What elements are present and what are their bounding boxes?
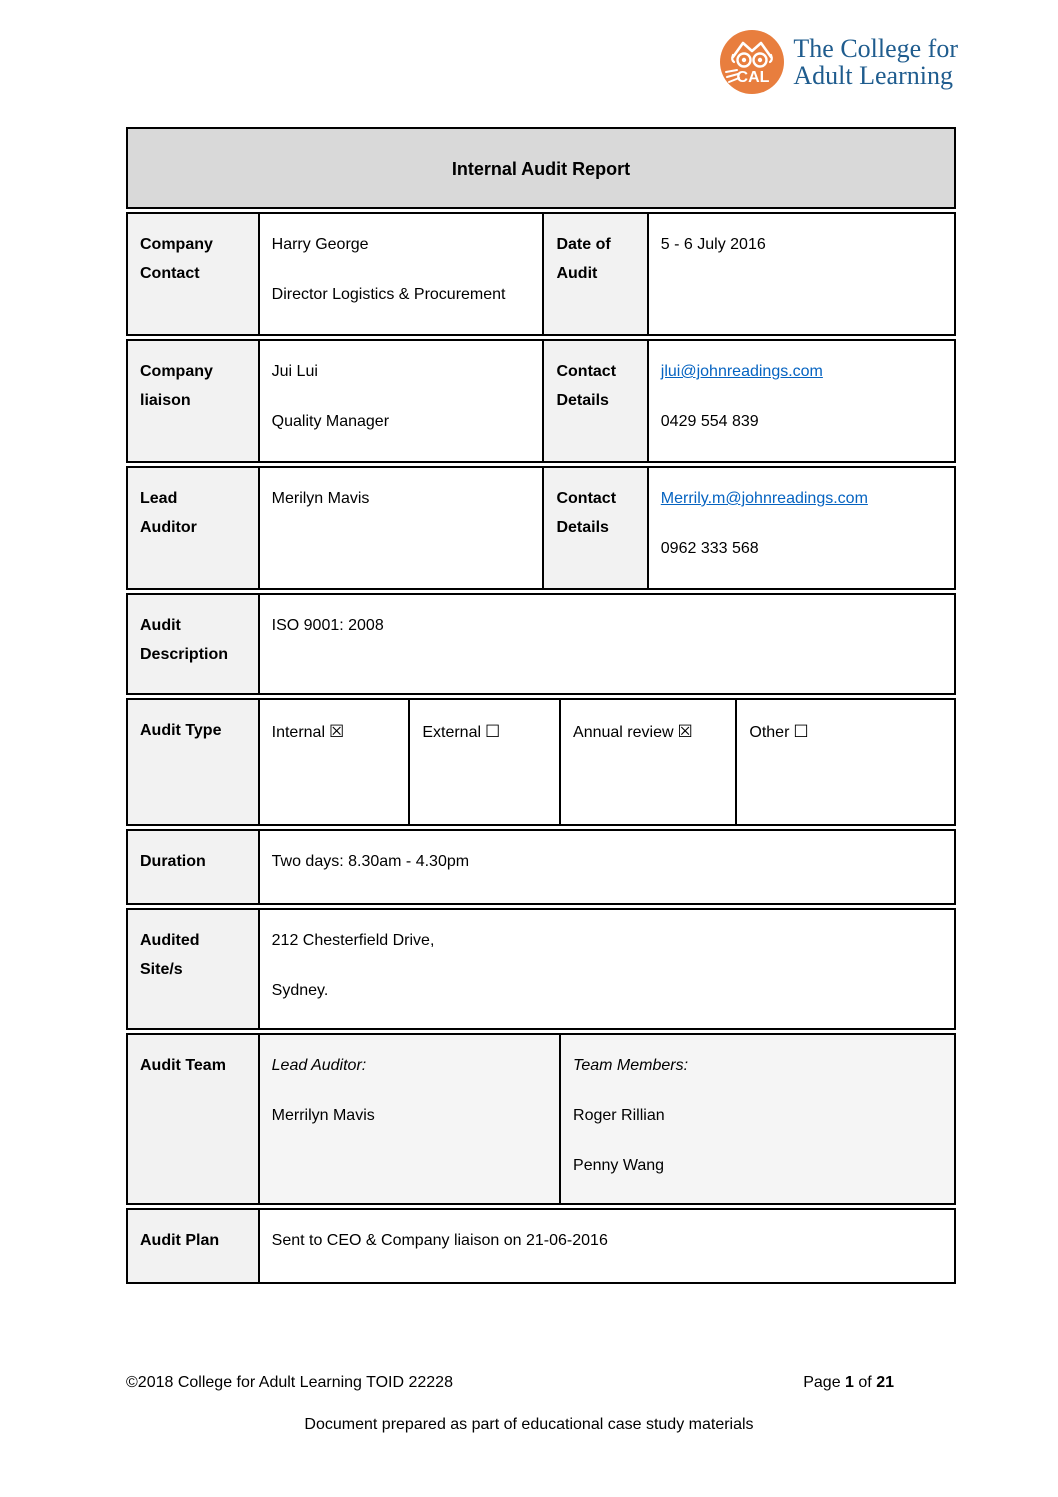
cal-logo <box>720 30 958 94</box>
other-checkbox-unchecked-icon: ☐ <box>793 722 809 741</box>
audit-team-lead-cell <box>259 1034 560 1204</box>
company-liaison-label-cell: Company liaison <box>127 340 259 462</box>
duration-value-cell: Two days: 8.30am - 4.30pm <box>259 830 955 904</box>
audit-plan-label-cell: Audit Plan <box>127 1209 259 1283</box>
liaison-contact-value-cell <box>648 340 955 462</box>
external-checkbox-unchecked-icon: ☐ <box>485 722 501 741</box>
audit-type-internal-label: Internal <box>271 724 326 741</box>
duration-label-cell: Duration <box>127 830 259 904</box>
date-of-audit-label-cell: Date of Audit <box>543 213 647 335</box>
audit-type-other-cell <box>736 699 955 825</box>
auditor-contact-value-cell <box>648 467 955 589</box>
company-contact-label-cell: Company Contact <box>127 213 259 335</box>
team-member-1: Roger Rillian <box>573 1107 665 1124</box>
company-liaison-value-cell: Jui Lui Quality Manager <box>259 340 544 462</box>
cal-owl-icon <box>720 30 784 94</box>
audit-type-annual-review-label: Annual review <box>573 724 674 741</box>
liaison-phone: 0429 554 839 <box>660 413 759 430</box>
annual-review-checkbox-checked-icon: ☒ <box>677 722 693 741</box>
audit-type-external-cell <box>409 699 560 825</box>
auditor-contact-label-cell: Contact Details <box>543 467 647 589</box>
audit-description-value-cell: ISO 9001: 2008 <box>259 594 955 694</box>
audit-team-members-cell <box>560 1034 955 1204</box>
footer <box>126 1374 956 1392</box>
audit-type-internal-cell <box>259 699 410 825</box>
logo-wordmark <box>793 35 958 89</box>
audit-type-label-cell: Audit Type <box>127 699 259 825</box>
lead-auditor-name: Merrilyn Mavis <box>271 1107 375 1124</box>
date-of-audit-value-cell: 5 - 6 July 2016 <box>648 213 955 335</box>
audited-sites-label-cell: Audited Site/s <box>127 909 259 1029</box>
liaison-email-link[interactable]: jlui@johnreadings.com <box>660 363 823 380</box>
report-title: Internal Audit Report <box>127 128 955 208</box>
lead-auditor-heading: Lead Auditor: <box>271 1057 367 1074</box>
footer-page-number: 1 <box>845 1374 854 1391</box>
footer-page-indicator: Page 1 of 21 <box>803 1374 894 1391</box>
audit-type-annual-review-cell <box>560 699 736 825</box>
audit-plan-value-cell: Sent to CEO & Company liaison on 21-06-2016 <box>259 1209 955 1283</box>
footer-copyright: ©2018 College for Adult Learning TOID 22228 <box>126 1374 453 1391</box>
auditor-phone: 0962 333 568 <box>660 540 759 557</box>
footer-page-total: 21 <box>876 1374 894 1391</box>
logo-name-line1: The College for <box>793 33 958 63</box>
team-member-2: Penny Wang <box>573 1157 665 1174</box>
auditor-email-link[interactable]: Merrily.m@johnreadings.com <box>660 490 868 507</box>
lead-auditor-label-cell: Lead Auditor <box>127 467 259 589</box>
team-members-heading: Team Members: <box>573 1057 689 1074</box>
lead-auditor-value-cell: Merilyn Mavis <box>259 467 544 589</box>
footer-disclaimer: Document prepared as part of educational case study materials <box>304 1416 754 1433</box>
audit-type-external-label: External <box>422 724 482 741</box>
internal-audit-report-table <box>126 127 956 1287</box>
audit-type-other-label: Other <box>749 724 790 741</box>
audit-description-label-cell: Audit Description <box>127 594 259 694</box>
liaison-contact-label-cell: Contact Details <box>543 340 647 462</box>
svg-text:CAL: CAL <box>736 69 770 86</box>
logo-name-line2: Adult Learning <box>793 61 953 90</box>
company-contact-value-cell: Harry George Director Logistics & Procurement <box>259 213 544 335</box>
audit-team-label-cell: Audit Team <box>127 1034 259 1204</box>
audited-sites-value-cell: 212 Chesterfield Drive, Sydney. <box>259 909 955 1029</box>
internal-checkbox-checked-icon: ☒ <box>329 722 345 741</box>
